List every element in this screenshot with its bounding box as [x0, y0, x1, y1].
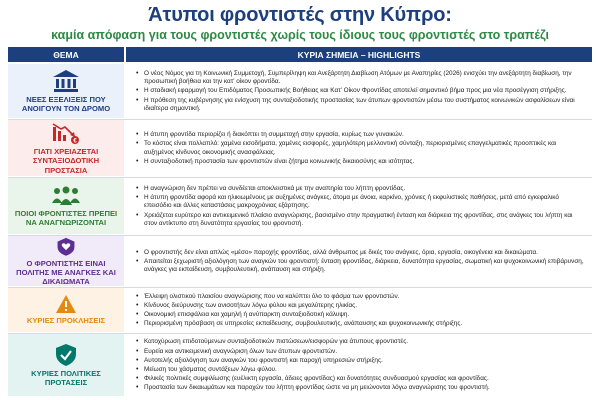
highlights-list	[126, 288, 592, 332]
highlights-list	[126, 178, 592, 234]
list-item: • Η άτυπη φροντίδα περιορίζει ή διακόπτει τη συμμετοχή στην εργασία, κυρίως των γυναικών.	[144, 131, 586, 139]
list-item: • Προστασία των δικαιωμάτων και παροχών του λήπτη φροντίδας ώστε να μη μειώνονται λόγω αναγνώρισης του φροντιστή.	[144, 384, 586, 392]
group-of-people-icon	[50, 185, 82, 207]
government-building-icon	[52, 69, 80, 93]
table-row	[8, 120, 592, 176]
theme-cell	[8, 64, 124, 118]
theme-label: ΚΥΡΙΕΣ ΠΡΟΚΛΗΣΕΙΣ	[26, 316, 106, 326]
list-item: • Απαιτείται ξεχωριστή αξιολόγηση των αναγκών του φροντιστή: ένταση φροντίδας, διάρκεια, δυνατότητα εργασίας, σωματική και ψυχοκοινωνική επιβάρυνση, ανάγκες για εκπαίδευση, συμβουλευτική, ανάπαυση και στήριξη.	[144, 258, 586, 274]
list-item: • Η πρόθεση της κυβέρνησης για ενίσχυση της συνταξιοδοτικής προστασίας των άτυπων φροντιστών μέσω του συστήματος κοινωνικών ασφαλίσεων είναι ιδιαίτερα σημαντική.	[144, 97, 586, 113]
theme-label: ΝΕΕΣ ΕΞΕΛΙΞΕΙΣ ΠΟΥ ΑΝΟΙΓΟΥΝ ΤΟΝ ΔΡΟΜΟ	[21, 94, 111, 113]
list-item: • Κατοχύρωση επιδοτούμενων συνταξιοδοτικών πιστώσεων/εισφορών για άτυπους φροντιστές.	[144, 338, 586, 346]
table-row	[8, 236, 592, 286]
warning-icon	[55, 294, 77, 314]
table-row	[8, 334, 592, 396]
page-title: Άτυποι φροντιστές στην Κύπρο:	[148, 4, 452, 26]
list-item: • Φιλικές πολιτικές συμφιλίωσης (ευέλικτη εργασία, άδειες φροντίδας) και δυνατότητες συνδυασμού εργασίας και φροντίδας.	[144, 375, 586, 383]
list-item: • Η συνταξιοδοτική προστασία των φροντιστών είναι ζήτημα κοινωνικής δικαιοσύνης και ισότητας.	[144, 158, 586, 166]
list-item: • Η άτυπη φροντίδα αφορά και ηλικιωμένους με αυξημένες ανάγκες, άτομα με άνοια, καρκίνο, χρόνιες ή εκφυλιστικές παθήσεις, μετά από εγκεφαλικό επεισόδιο και άλλες καταστάσεις μακροχρόνιας εξάρτησης.	[144, 194, 586, 210]
theme-label: Ο ΦΡΟΝΤΙΣΤΗΣ ΕΙΝΑΙ ΠΟΛΙΤΗΣ ΜΕ ΑΝΑΓΚΕΣ ΚΑΙ ΔΙΚΑΙΩΜΑΤΑ	[16, 258, 116, 286]
theme-column-header: ΘΕΜΑ	[8, 47, 124, 62]
list-item: • Κίνδυνος διεύρυνσης των ανισοτήτων λόγω φύλου και μεγαλύτερης ηλικίας.	[144, 302, 586, 310]
shield-check-icon	[54, 343, 78, 367]
highlights-list	[126, 236, 592, 286]
list-item: • Περιορισμένη πρόσβαση σε υπηρεσίες εκπαίδευσης, συμβουλευτικής, ανάπαυσης και ψυχοκοινωνικής στήριξης.	[144, 320, 586, 328]
theme-label: ΓΙΑΤΙ ΧΡΕΙΑΖΕΤΑΙ ΣΥΝΤΑΞΙΟΔΟΤΙΚΗ ΠΡΟΣΤΑΣΙΑ	[32, 147, 100, 175]
list-item: • Αυτοτελής αξιολόγηση των αναγκών του φροντιστή και παροχή υπηρεσιών στήριξης.	[144, 357, 586, 365]
theme-cell	[8, 334, 124, 396]
list-item: • Το κόστος είναι πολλαπλό: χαμένα εισοδήματα, χαμένες εισφορές, χαμηλότερη μελλοντική σύνταξη, περιορισμένες επαγγελματικές προοπτικές και αυξημένος κίνδυνος οικονομικής ανασφάλειας.	[144, 140, 586, 156]
svg-text:€: €	[73, 138, 77, 145]
declining-savings-icon	[51, 121, 81, 145]
theme-cell	[8, 120, 124, 176]
list-item: • Οικονομική επισφάλεια και χαμηλή ή ανύπαρκτη συνταξιοδοτική κάλυψη.	[144, 311, 586, 319]
list-item: • Η αναγνώριση δεν πρέπει να συνδέεται αποκλειστικά με την αναπηρία του λήπτη φροντίδας.	[144, 185, 586, 193]
list-item: • Μείωση του χάσματος συντάξεων λόγω φύλου.	[144, 366, 586, 374]
page-subtitle: καμία απόφαση για τους φροντιστές χωρίς τους ίδιους τους φροντιστές στο τραπέζι	[51, 28, 549, 42]
theme-cell	[8, 288, 124, 332]
theme-label: ΚΥΡΙΕΣ ΠΟΛΙΤΙΚΕΣ ΠΡΟΤΑΣΕΙΣ	[31, 368, 101, 387]
table-row	[8, 178, 592, 234]
highlights-list	[126, 120, 592, 176]
table-row	[8, 64, 592, 118]
list-item: • Ο φροντιστής δεν είναι απλώς «μέσο» παροχής φροντίδας, αλλά άνθρωπος με δικές του ανάγκες, όρια, εργασία, οικογένεια και δικαιώματα.	[144, 249, 586, 257]
theme-label: ΠΟΙΟΙ ΦΡΟΝΤΙΣΤΕΣ ΠΡΕΠΕΙ ΝΑ ΑΝΑΓΝΩΡΙΖΟΝΤΑΙ	[14, 208, 118, 227]
highlights-list	[126, 334, 592, 396]
list-item: • Η σταδιακή εφαρμογή του Επιδόματος Προσωπικής Βοήθειας και Κατ' Οίκον Φροντίδας αποτελεί σημαντικό βήμα προς μια νέα προσέγγιση στήριξης.	[144, 87, 586, 95]
list-item: • Ευρεία και αντικειμενική αναγνώριση όλων των άτυπων φροντιστών.	[144, 348, 586, 356]
list-item: • Ο νέος Νόμος για τη Κοινωνική Συμμετοχή, Συμπερίληψη και Ανεξάρτητη Διαβίωση Ατόμων με Αναπηρίες (2026) ενισχύει την ανεξάρτητη διαβίωση, την προσωπική βοήθεια και την κατ' οίκον φροντίδα.	[144, 70, 586, 86]
theme-cell	[8, 236, 124, 286]
heart-person-icon	[54, 236, 78, 257]
highlights-list	[126, 64, 592, 118]
list-item: • Έλλειψη ολιστικού πλαισίου αναγνώρισης που να καλύπτει όλο το φάσμα των φροντιστών.	[144, 293, 586, 301]
highlights-column-header: ΚΥΡΙΑ ΣΗΜΕΙΑ – HIGHLIGHTS	[126, 47, 592, 62]
theme-cell	[8, 178, 124, 234]
table-row	[8, 288, 592, 332]
list-item: • Χρειάζεται ευρύτερο και αντικειμενικό πλαίσιο αναγνώρισης, βασισμένο στην πραγματική ένταση και διάρκεια της φροντίδας, στις ανάγκες του λήπτη και στον αντίκτυπο στη δυνατότητα εργασίας του φροντιστή.	[144, 212, 586, 228]
